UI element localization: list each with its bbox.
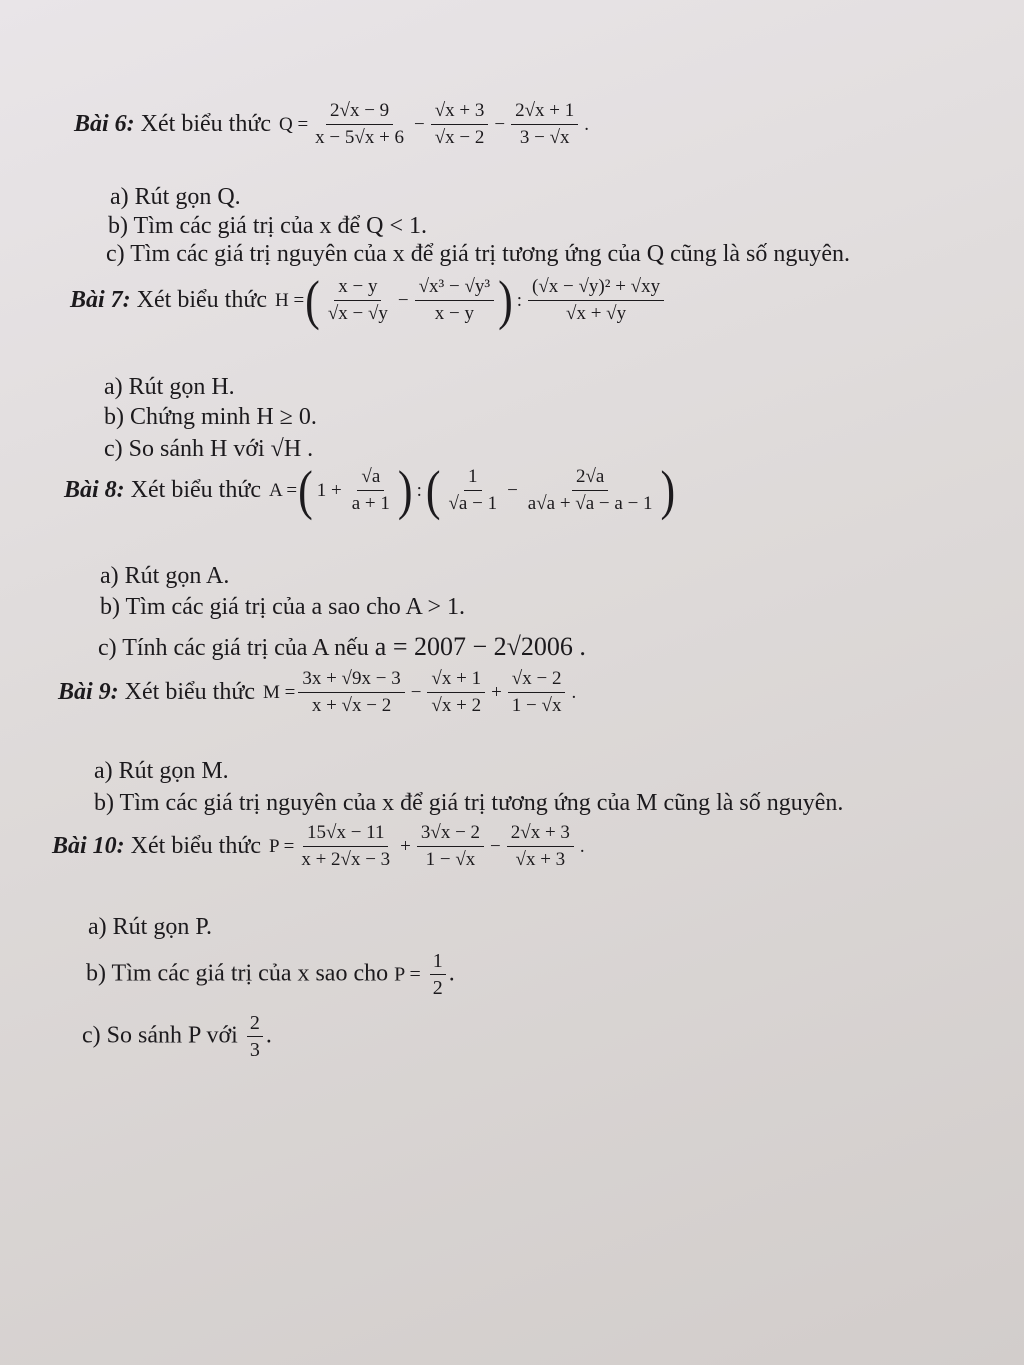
fraction [311, 100, 408, 149]
denominator: √x + 3 [515, 849, 566, 870]
numerator: √x + 1 [427, 668, 485, 693]
problem-9-title: Bài 9: [58, 679, 119, 705]
fraction [324, 276, 392, 325]
problem-7-item-c: c) So sánh H với √H . [104, 436, 314, 462]
numerator: x − y [334, 276, 381, 301]
denominator: 3 − √x [519, 127, 570, 148]
operator: + [400, 835, 411, 857]
operator: . [579, 835, 585, 857]
operator: : [516, 289, 523, 311]
numerator: √a [357, 466, 384, 491]
open-paren: ( [298, 459, 313, 521]
problem-9-formula [263, 668, 579, 717]
denominator: √x + √y [566, 303, 627, 324]
problem-8-item-b: b) Tìm các giá trị của a sao cho A > 1. [100, 594, 465, 620]
numerator: 2√a [572, 466, 608, 491]
problem-6-title: Bài 6: [74, 111, 135, 137]
denominator: x − 5√x + 6 [315, 127, 405, 148]
denominator: 1 − √x [425, 849, 476, 870]
operator: − [507, 479, 518, 501]
denominator: x + 2√x − 3 [301, 849, 391, 870]
problem-6-formula [279, 100, 592, 149]
numerator: 3√x − 2 [417, 822, 484, 847]
period: . [448, 960, 455, 987]
numerator: √x − 2 [508, 668, 566, 693]
formula-lhs: A = [268, 479, 298, 501]
problem-9-header [58, 668, 579, 717]
problem-9-item-b: b) Tìm các giá trị nguyên của x để giá trị tương ứng của M cũng là số nguyên. [94, 790, 844, 816]
problem-10-item-b-text: b) Tìm các giá trị của x sao cho [86, 960, 389, 987]
numerator: 1 [430, 950, 446, 975]
problem-10-intro: Xét biểu thức [130, 833, 261, 859]
denominator: √x + 2 [431, 695, 482, 716]
denominator: √x − 2 [434, 127, 485, 148]
formula-lhs: P = [268, 835, 295, 857]
fraction [524, 466, 657, 515]
problem-8-intro: Xét biểu thức [130, 477, 261, 503]
problem-10-item-c [82, 1012, 272, 1062]
open-paren: ( [425, 459, 441, 521]
problem-6-item-b: b) Tìm các giá trị của x để Q < 1. [108, 213, 427, 239]
problem-8-header [64, 459, 676, 521]
problem-6-intro: Xét biểu thức [140, 111, 271, 137]
problem-8-title: Bài 8: [64, 477, 125, 503]
close-paren: ) [498, 269, 513, 331]
problem-9-item-a: a) Rút gọn M. [94, 758, 229, 784]
problem-10-item-a: a) Rút gọn P. [88, 914, 213, 940]
denominator: √a − 1 [448, 493, 498, 514]
operator: − [414, 113, 425, 135]
formula-lhs: M = [262, 681, 296, 703]
operator: − [494, 113, 506, 135]
numerator: 1 [464, 466, 482, 491]
numerator: 2√x + 1 [511, 100, 578, 125]
problem-6-header [74, 100, 592, 149]
problem-7-header [70, 269, 667, 331]
problem-8-formula [268, 459, 676, 521]
problem-8-item-c [98, 632, 586, 662]
numerator: √x³ − √y³ [415, 276, 494, 301]
fraction [445, 466, 502, 515]
fraction [348, 466, 394, 515]
fraction [427, 668, 485, 717]
period: . [265, 1022, 272, 1049]
numerator: 2√x − 9 [326, 100, 393, 125]
numerator: 15√x − 11 [303, 822, 388, 847]
fraction [511, 100, 578, 149]
close-paren: ) [397, 459, 413, 521]
formula-lhs: Q = [278, 113, 309, 135]
problem-9-intro: Xét biểu thức [124, 679, 255, 705]
fraction [297, 822, 394, 871]
denominator: √x − √y [327, 303, 388, 324]
problem-7-formula [274, 269, 667, 331]
fraction [508, 668, 566, 717]
operator: + [491, 681, 502, 703]
operator: 1 + [316, 479, 342, 501]
operator: − [410, 681, 422, 703]
problem-10-title: Bài 10: [52, 833, 125, 859]
denominator: x + √x − 2 [311, 695, 392, 716]
problem-10-header [52, 822, 588, 871]
problem-7-intro: Xét biểu thức [136, 287, 267, 313]
operator: − [490, 835, 501, 857]
problem-7-item-b: b) Chứng minh H ≥ 0. [104, 404, 317, 430]
denominator: a√a + √a − a − 1 [527, 493, 653, 514]
operator: : [416, 479, 422, 501]
problem-10-item-c-text: c) So sánh P với [82, 1022, 238, 1049]
problem-8-item-a: a) Rút gọn A. [100, 563, 230, 589]
denominator: 3 [249, 1039, 260, 1061]
problem-10-item-b-lhs: P = [394, 963, 421, 986]
denominator: 1 − √x [511, 695, 562, 716]
fraction [431, 100, 489, 149]
problem-6-item-a: a) Rút gọn Q. [110, 184, 241, 210]
denominator: a + 1 [351, 493, 390, 514]
numerator: 3x + √9x − 3 [298, 668, 404, 693]
formula-lhs: H = [274, 289, 305, 311]
open-paren: ( [305, 269, 320, 331]
fraction [246, 1012, 264, 1062]
numerator: 2 [247, 1012, 263, 1037]
operator: . [584, 113, 590, 135]
problem-10-formula [269, 822, 588, 871]
problem-7-item-a: a) Rút gọn H. [104, 374, 235, 400]
problem-10-item-b [86, 950, 455, 1000]
numerator: √x + 3 [431, 100, 489, 125]
problem-6-item-c: c) Tìm các giá trị nguyên của x để giá trị tương ứng của Q cũng là số nguyên. [106, 241, 851, 267]
fraction [528, 276, 664, 325]
fraction [429, 950, 447, 1000]
problem-7-title: Bài 7: [70, 287, 131, 313]
operator: − [397, 289, 409, 311]
operator: . [571, 681, 577, 703]
fraction [298, 668, 404, 717]
fraction [415, 276, 494, 325]
denominator: x − y [434, 303, 474, 324]
numerator: 2√x + 3 [507, 822, 574, 847]
numerator: (√x − √y)² + √xy [528, 276, 664, 301]
fraction [417, 822, 484, 871]
problem-8-item-c-text: c) Tính các giá trị của A nếu [98, 635, 369, 661]
denominator: 2 [432, 977, 443, 999]
problem-8-item-c-expr: a = 2007 − 2√2006 . [374, 632, 586, 661]
close-paren: ) [660, 459, 676, 521]
fraction [507, 822, 574, 871]
